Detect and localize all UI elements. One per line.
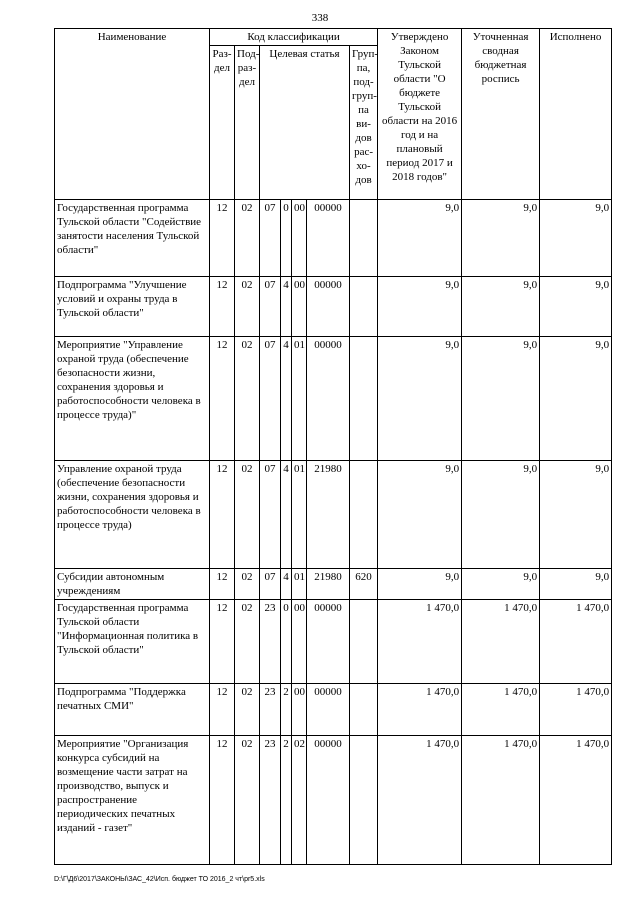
table-row [55,337,612,461]
row-approved-value: 9,0 [378,569,462,600]
row-executed-value: 1 470,0 [540,684,612,736]
row-revised-value: 1 470,0 [462,736,540,865]
row-target-direction: 00000 [307,600,350,684]
row-target-program: 07 [260,461,281,569]
row-target-direction: 21980 [307,569,350,600]
row-target-subprogram: 4 [281,461,292,569]
row-executed-value: 9,0 [540,569,612,600]
row-executed-value: 9,0 [540,461,612,569]
row-name: Мероприятие "Управление охраной труда (обеспечение безопасности жизни, сохранения здоровья и работоспособности человека в процессе труда)" [55,337,210,461]
row-subsection: 02 [235,277,260,337]
row-executed-value: 9,0 [540,337,612,461]
header-name: Наименование [55,29,210,200]
row-target-program: 07 [260,569,281,600]
row-executed-value: 9,0 [540,200,612,277]
row-subsection: 02 [235,684,260,736]
row-target-event: 00 [292,600,307,684]
row-target-direction: 00000 [307,684,350,736]
row-subsection: 02 [235,736,260,865]
file-path-footer: D:\Г\Д6\2017\ЗАКОНЫ\ЗАС_42\Исп. бюджет ТО 2016_2 чт\pr5.xls [54,876,265,883]
row-approved-value: 1 470,0 [378,600,462,684]
row-executed-value: 1 470,0 [540,736,612,865]
row-target-program: 07 [260,337,281,461]
row-section: 12 [210,277,235,337]
row-name: Управление охраной труда (обеспечение безопасности жизни, сохранения здоровья и работоспособности человека в процессе труда) [55,461,210,569]
table-row [55,684,612,736]
row-revised-value: 9,0 [462,569,540,600]
row-revised-value: 1 470,0 [462,600,540,684]
row-approved-value: 1 470,0 [378,736,462,865]
row-target-subprogram: 4 [281,337,292,461]
row-name: Государственная программа Тульской области "Информационная политика в Тульской области" [55,600,210,684]
row-name: Подпрограмма "Поддержка печатных СМИ" [55,684,210,736]
row-approved-value: 1 470,0 [378,684,462,736]
header-executed: Исполнено [540,29,612,200]
row-executed-value: 1 470,0 [540,600,612,684]
row-target-subprogram: 2 [281,684,292,736]
row-revised-value: 9,0 [462,200,540,277]
row-target-subprogram: 0 [281,600,292,684]
row-target-event: 01 [292,569,307,600]
row-target-event: 00 [292,277,307,337]
row-target-direction: 00000 [307,337,350,461]
row-expense-group [350,461,378,569]
row-target-direction: 21980 [307,461,350,569]
row-expense-group: 620 [350,569,378,600]
row-target-program: 07 [260,277,281,337]
header-section: Раз- дел [210,46,235,200]
row-target-event: 01 [292,461,307,569]
row-section: 12 [210,684,235,736]
row-target-subprogram: 2 [281,736,292,865]
table-row [55,600,612,684]
row-approved-value: 9,0 [378,337,462,461]
table-row [55,461,612,569]
header-target: Целевая статья [260,46,350,200]
row-target-direction: 00000 [307,277,350,337]
row-name: Мероприятие "Организация конкурса субсидий на возмещение части затрат на производство, выпуск и распространение периодических печатных изданий - газет" [55,736,210,865]
row-section: 12 [210,600,235,684]
row-section: 12 [210,736,235,865]
row-section: 12 [210,461,235,569]
header-approved: Утверждено Законом Тульской области "О бюджете Тульской области на 2016 год и на плановый период 2017 и 2018 годов" [378,29,462,200]
row-subsection: 02 [235,569,260,600]
row-section: 12 [210,337,235,461]
row-expense-group [350,600,378,684]
header-code: Код классификации [210,29,378,46]
row-target-program: 07 [260,200,281,277]
row-target-direction: 00000 [307,736,350,865]
row-target-subprogram: 4 [281,277,292,337]
row-expense-group [350,337,378,461]
row-target-direction: 00000 [307,200,350,277]
row-target-event: 00 [292,200,307,277]
budget-table [54,28,612,865]
header-group: Груп- па, под- груп- па ви- дов рас- хо- дов [350,46,378,200]
row-target-subprogram: 4 [281,569,292,600]
row-approved-value: 9,0 [378,200,462,277]
row-section: 12 [210,569,235,600]
row-approved-value: 9,0 [378,277,462,337]
row-name: Государственная программа Тульской области "Содействие занятости населения Тульской области" [55,200,210,277]
row-revised-value: 9,0 [462,337,540,461]
page-number: 338 [311,12,329,24]
row-expense-group [350,200,378,277]
row-expense-group [350,684,378,736]
header-revised: Уточненная сводная бюджетная роспись [462,29,540,200]
row-revised-value: 9,0 [462,277,540,337]
row-target-event: 01 [292,337,307,461]
row-expense-group [350,277,378,337]
row-target-program: 23 [260,736,281,865]
row-approved-value: 9,0 [378,461,462,569]
row-target-event: 02 [292,736,307,865]
row-subsection: 02 [235,461,260,569]
row-subsection: 02 [235,200,260,277]
row-target-subprogram: 0 [281,200,292,277]
row-revised-value: 9,0 [462,461,540,569]
row-target-program: 23 [260,600,281,684]
table-row [55,569,612,600]
table-row [55,200,612,277]
row-revised-value: 1 470,0 [462,684,540,736]
row-name: Подпрограмма "Улучшение условий и охраны труда в Тульской области" [55,277,210,337]
row-executed-value: 9,0 [540,277,612,337]
row-target-event: 00 [292,684,307,736]
row-expense-group [350,736,378,865]
header-subsection: Под- раз- дел [235,46,260,200]
table-row [55,277,612,337]
table-row [55,736,612,865]
row-subsection: 02 [235,600,260,684]
row-target-program: 23 [260,684,281,736]
row-name: Субсидии автономным учреждениям [55,569,210,600]
row-section: 12 [210,200,235,277]
row-subsection: 02 [235,337,260,461]
